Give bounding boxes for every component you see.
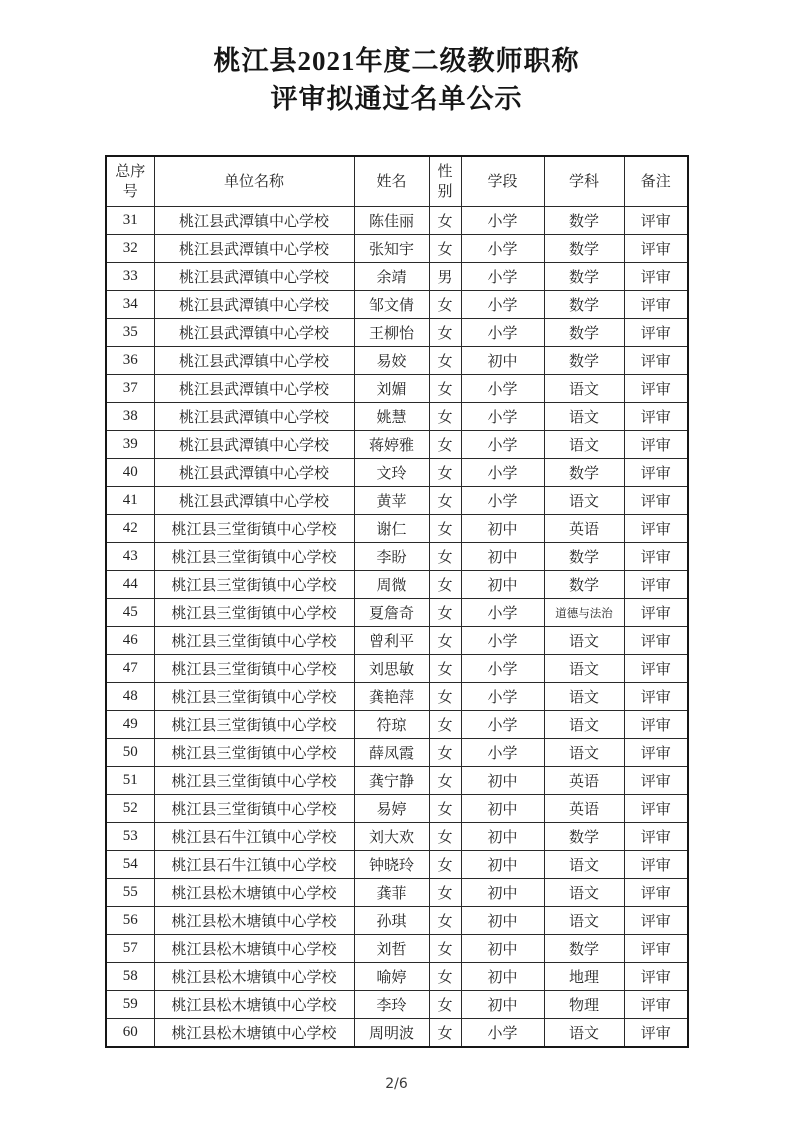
cell-unit: 桃江县石牛江镇中心学校 [154, 823, 354, 851]
cell-gender: 女 [429, 515, 461, 543]
cell-unit: 桃江县松木塘镇中心学校 [154, 907, 354, 935]
cell-name: 黄苹 [354, 487, 429, 515]
cell-stage: 初中 [461, 879, 544, 907]
cell-name: 周微 [354, 571, 429, 599]
cell-unit: 桃江县武潭镇中心学校 [154, 375, 354, 403]
cell-stage: 小学 [461, 627, 544, 655]
cell-name: 刘媚 [354, 375, 429, 403]
cell-remark: 评审 [624, 711, 688, 739]
cell-name: 龚宁静 [354, 767, 429, 795]
cell-name: 龚艳萍 [354, 683, 429, 711]
cell-serial: 32 [106, 235, 154, 263]
table-row [106, 823, 688, 851]
table-row [106, 879, 688, 907]
cell-serial: 45 [106, 599, 154, 627]
cell-stage: 初中 [461, 571, 544, 599]
cell-name: 李盼 [354, 543, 429, 571]
cell-serial: 52 [106, 795, 154, 823]
cell-name: 余靖 [354, 263, 429, 291]
cell-subject: 数学 [544, 459, 624, 487]
cell-gender: 女 [429, 571, 461, 599]
table-row [106, 431, 688, 459]
table-row [106, 963, 688, 991]
cell-name: 王柳怡 [354, 319, 429, 347]
cell-stage: 初中 [461, 907, 544, 935]
header-gender: 性别 [429, 156, 461, 207]
cell-stage: 小学 [461, 655, 544, 683]
table-row [106, 907, 688, 935]
cell-subject: 语文 [544, 851, 624, 879]
cell-stage: 初中 [461, 543, 544, 571]
cell-serial: 56 [106, 907, 154, 935]
cell-serial: 31 [106, 207, 154, 235]
table-body [106, 207, 688, 1048]
cell-unit: 桃江县武潭镇中心学校 [154, 319, 354, 347]
cell-remark: 评审 [624, 403, 688, 431]
cell-gender: 女 [429, 879, 461, 907]
cell-remark: 评审 [624, 459, 688, 487]
table-row [106, 739, 688, 767]
cell-remark: 评审 [624, 207, 688, 235]
cell-stage: 初中 [461, 851, 544, 879]
cell-unit: 桃江县武潭镇中心学校 [154, 431, 354, 459]
cell-gender: 女 [429, 347, 461, 375]
table-row [106, 207, 688, 235]
cell-subject: 语文 [544, 487, 624, 515]
cell-gender: 女 [429, 711, 461, 739]
cell-unit: 桃江县三堂街镇中心学校 [154, 739, 354, 767]
cell-subject: 数学 [544, 291, 624, 319]
table-row [106, 487, 688, 515]
cell-serial: 34 [106, 291, 154, 319]
cell-stage: 小学 [461, 235, 544, 263]
cell-name: 文玲 [354, 459, 429, 487]
header-subject: 学科 [544, 156, 624, 207]
cell-gender: 女 [429, 935, 461, 963]
cell-gender: 女 [429, 823, 461, 851]
table-row [106, 795, 688, 823]
cell-serial: 42 [106, 515, 154, 543]
cell-gender: 女 [429, 319, 461, 347]
cell-remark: 评审 [624, 683, 688, 711]
table-row [106, 599, 688, 627]
cell-serial: 46 [106, 627, 154, 655]
cell-subject: 数学 [544, 823, 624, 851]
cell-gender: 女 [429, 991, 461, 1019]
cell-name: 龚菲 [354, 879, 429, 907]
cell-stage: 小学 [461, 599, 544, 627]
cell-unit: 桃江县石牛江镇中心学校 [154, 851, 354, 879]
cell-name: 符琼 [354, 711, 429, 739]
cell-name: 李玲 [354, 991, 429, 1019]
cell-unit: 桃江县三堂街镇中心学校 [154, 515, 354, 543]
cell-gender: 女 [429, 655, 461, 683]
cell-serial: 51 [106, 767, 154, 795]
cell-stage: 小学 [461, 375, 544, 403]
cell-gender: 女 [429, 459, 461, 487]
table-header [106, 156, 688, 207]
cell-unit: 桃江县松木塘镇中心学校 [154, 1019, 354, 1048]
cell-gender: 女 [429, 599, 461, 627]
cell-unit: 桃江县武潭镇中心学校 [154, 235, 354, 263]
cell-gender: 女 [429, 739, 461, 767]
table-row [106, 543, 688, 571]
cell-subject: 数学 [544, 207, 624, 235]
document-title-line1: 桃江县2021年度二级教师职称 [213, 46, 580, 76]
cell-remark: 评审 [624, 515, 688, 543]
cell-serial: 37 [106, 375, 154, 403]
cell-gender: 女 [429, 235, 461, 263]
cell-remark: 评审 [624, 963, 688, 991]
cell-gender: 女 [429, 403, 461, 431]
teacher-roster-table [105, 155, 689, 1048]
cell-name: 夏詹奇 [354, 599, 429, 627]
cell-serial: 43 [106, 543, 154, 571]
table-row [106, 683, 688, 711]
cell-subject: 道德与法治 [544, 599, 624, 627]
cell-subject: 语文 [544, 627, 624, 655]
cell-stage: 初中 [461, 515, 544, 543]
cell-remark: 评审 [624, 739, 688, 767]
cell-serial: 59 [106, 991, 154, 1019]
cell-remark: 评审 [624, 823, 688, 851]
cell-subject: 英语 [544, 795, 624, 823]
header-unit: 单位名称 [154, 156, 354, 207]
cell-gender: 女 [429, 431, 461, 459]
cell-name: 张知宇 [354, 235, 429, 263]
cell-unit: 桃江县武潭镇中心学校 [154, 487, 354, 515]
cell-stage: 小学 [461, 263, 544, 291]
cell-stage: 小学 [461, 487, 544, 515]
cell-remark: 评审 [624, 599, 688, 627]
cell-name: 邹文倩 [354, 291, 429, 319]
cell-remark: 评审 [624, 571, 688, 599]
cell-serial: 57 [106, 935, 154, 963]
cell-unit: 桃江县武潭镇中心学校 [154, 207, 354, 235]
cell-stage: 小学 [461, 683, 544, 711]
cell-stage: 初中 [461, 991, 544, 1019]
cell-subject: 数学 [544, 543, 624, 571]
cell-unit: 桃江县武潭镇中心学校 [154, 347, 354, 375]
cell-remark: 评审 [624, 431, 688, 459]
page-number: 2/6 [385, 1076, 408, 1092]
cell-remark: 评审 [624, 795, 688, 823]
cell-subject: 语文 [544, 1019, 624, 1048]
cell-gender: 女 [429, 767, 461, 795]
table-row [106, 571, 688, 599]
cell-gender: 女 [429, 487, 461, 515]
header-stage: 学段 [461, 156, 544, 207]
cell-subject: 语文 [544, 431, 624, 459]
cell-serial: 40 [106, 459, 154, 487]
cell-unit: 桃江县三堂街镇中心学校 [154, 655, 354, 683]
cell-remark: 评审 [624, 935, 688, 963]
cell-stage: 小学 [461, 207, 544, 235]
cell-unit: 桃江县松木塘镇中心学校 [154, 991, 354, 1019]
table-row [106, 627, 688, 655]
cell-gender: 女 [429, 795, 461, 823]
cell-name: 孙琪 [354, 907, 429, 935]
cell-serial: 35 [106, 319, 154, 347]
cell-subject: 数学 [544, 235, 624, 263]
cell-subject: 英语 [544, 767, 624, 795]
table-row [106, 515, 688, 543]
cell-unit: 桃江县武潭镇中心学校 [154, 291, 354, 319]
cell-serial: 36 [106, 347, 154, 375]
table-row [106, 991, 688, 1019]
cell-name: 钟晓玲 [354, 851, 429, 879]
table-row [106, 1019, 688, 1048]
cell-subject: 语文 [544, 403, 624, 431]
cell-stage: 小学 [461, 403, 544, 431]
cell-remark: 评审 [624, 879, 688, 907]
cell-serial: 60 [106, 1019, 154, 1048]
table-row [106, 767, 688, 795]
cell-name: 薛凤霞 [354, 739, 429, 767]
header-serial: 总序号 [106, 156, 154, 207]
cell-unit: 桃江县三堂街镇中心学校 [154, 767, 354, 795]
cell-serial: 44 [106, 571, 154, 599]
cell-unit: 桃江县三堂街镇中心学校 [154, 795, 354, 823]
cell-stage: 小学 [461, 711, 544, 739]
cell-stage: 小学 [461, 459, 544, 487]
cell-serial: 49 [106, 711, 154, 739]
table-row [106, 711, 688, 739]
cell-serial: 38 [106, 403, 154, 431]
cell-serial: 55 [106, 879, 154, 907]
cell-gender: 女 [429, 207, 461, 235]
cell-unit: 桃江县三堂街镇中心学校 [154, 711, 354, 739]
cell-subject: 语文 [544, 711, 624, 739]
header-name: 姓名 [354, 156, 429, 207]
cell-name: 喻婷 [354, 963, 429, 991]
cell-gender: 女 [429, 907, 461, 935]
cell-serial: 39 [106, 431, 154, 459]
cell-remark: 评审 [624, 319, 688, 347]
cell-serial: 48 [106, 683, 154, 711]
cell-serial: 58 [106, 963, 154, 991]
cell-gender: 女 [429, 543, 461, 571]
cell-unit: 桃江县三堂街镇中心学校 [154, 571, 354, 599]
cell-name: 陈佳丽 [354, 207, 429, 235]
cell-gender: 女 [429, 683, 461, 711]
cell-name: 曾利平 [354, 627, 429, 655]
cell-remark: 评审 [624, 375, 688, 403]
cell-subject: 数学 [544, 571, 624, 599]
cell-name: 谢仁 [354, 515, 429, 543]
cell-stage: 小学 [461, 319, 544, 347]
cell-subject: 数学 [544, 263, 624, 291]
cell-name: 姚慧 [354, 403, 429, 431]
cell-remark: 评审 [624, 655, 688, 683]
cell-subject: 地理 [544, 963, 624, 991]
cell-unit: 桃江县松木塘镇中心学校 [154, 935, 354, 963]
cell-serial: 41 [106, 487, 154, 515]
cell-unit: 桃江县三堂街镇中心学校 [154, 543, 354, 571]
cell-serial: 33 [106, 263, 154, 291]
table-row [106, 459, 688, 487]
cell-serial: 47 [106, 655, 154, 683]
table-row [106, 291, 688, 319]
cell-unit: 桃江县三堂街镇中心学校 [154, 599, 354, 627]
cell-stage: 初中 [461, 795, 544, 823]
cell-stage: 初中 [461, 935, 544, 963]
cell-name: 易婷 [354, 795, 429, 823]
cell-remark: 评审 [624, 263, 688, 291]
cell-remark: 评审 [624, 1019, 688, 1048]
cell-stage: 初中 [461, 767, 544, 795]
cell-name: 蒋婷雅 [354, 431, 429, 459]
cell-stage: 初中 [461, 347, 544, 375]
cell-stage: 小学 [461, 291, 544, 319]
cell-unit: 桃江县武潭镇中心学校 [154, 263, 354, 291]
cell-gender: 女 [429, 963, 461, 991]
cell-stage: 小学 [461, 739, 544, 767]
cell-name: 刘哲 [354, 935, 429, 963]
cell-unit: 桃江县松木塘镇中心学校 [154, 963, 354, 991]
cell-subject: 数学 [544, 347, 624, 375]
cell-gender: 女 [429, 291, 461, 319]
cell-subject: 英语 [544, 515, 624, 543]
cell-unit: 桃江县武潭镇中心学校 [154, 403, 354, 431]
cell-name: 刘思敏 [354, 655, 429, 683]
document-title-line2: 评审拟通过名单公示 [270, 84, 523, 114]
cell-remark: 评审 [624, 991, 688, 1019]
cell-remark: 评审 [624, 627, 688, 655]
cell-subject: 数学 [544, 319, 624, 347]
cell-subject: 语文 [544, 655, 624, 683]
table-row [106, 655, 688, 683]
cell-name: 刘大欢 [354, 823, 429, 851]
document-title [0, 42, 793, 118]
table-row [106, 403, 688, 431]
table-row [106, 235, 688, 263]
cell-serial: 53 [106, 823, 154, 851]
cell-name: 易姣 [354, 347, 429, 375]
cell-subject: 语文 [544, 683, 624, 711]
cell-unit: 桃江县松木塘镇中心学校 [154, 879, 354, 907]
cell-serial: 54 [106, 851, 154, 879]
cell-remark: 评审 [624, 347, 688, 375]
cell-subject: 语文 [544, 739, 624, 767]
cell-subject: 语文 [544, 907, 624, 935]
cell-unit: 桃江县武潭镇中心学校 [154, 459, 354, 487]
cell-gender: 女 [429, 1019, 461, 1048]
cell-remark: 评审 [624, 907, 688, 935]
cell-remark: 评审 [624, 291, 688, 319]
cell-serial: 50 [106, 739, 154, 767]
cell-subject: 物理 [544, 991, 624, 1019]
cell-gender: 女 [429, 851, 461, 879]
table-row [106, 935, 688, 963]
cell-stage: 小学 [461, 1019, 544, 1048]
cell-subject: 数学 [544, 935, 624, 963]
cell-stage: 小学 [461, 431, 544, 459]
cell-unit: 桃江县三堂街镇中心学校 [154, 627, 354, 655]
table-row [106, 347, 688, 375]
table-row [106, 319, 688, 347]
cell-remark: 评审 [624, 543, 688, 571]
header-remark: 备注 [624, 156, 688, 207]
cell-subject: 语文 [544, 879, 624, 907]
cell-subject: 语文 [544, 375, 624, 403]
cell-gender: 男 [429, 263, 461, 291]
cell-name: 周明波 [354, 1019, 429, 1048]
cell-gender: 女 [429, 375, 461, 403]
cell-stage: 初中 [461, 963, 544, 991]
table-row [106, 375, 688, 403]
table-row [106, 851, 688, 879]
table-header-row [106, 156, 688, 207]
cell-gender: 女 [429, 627, 461, 655]
table-row [106, 263, 688, 291]
cell-unit: 桃江县三堂街镇中心学校 [154, 683, 354, 711]
cell-remark: 评审 [624, 851, 688, 879]
cell-remark: 评审 [624, 767, 688, 795]
cell-stage: 初中 [461, 823, 544, 851]
cell-remark: 评审 [624, 487, 688, 515]
cell-remark: 评审 [624, 235, 688, 263]
